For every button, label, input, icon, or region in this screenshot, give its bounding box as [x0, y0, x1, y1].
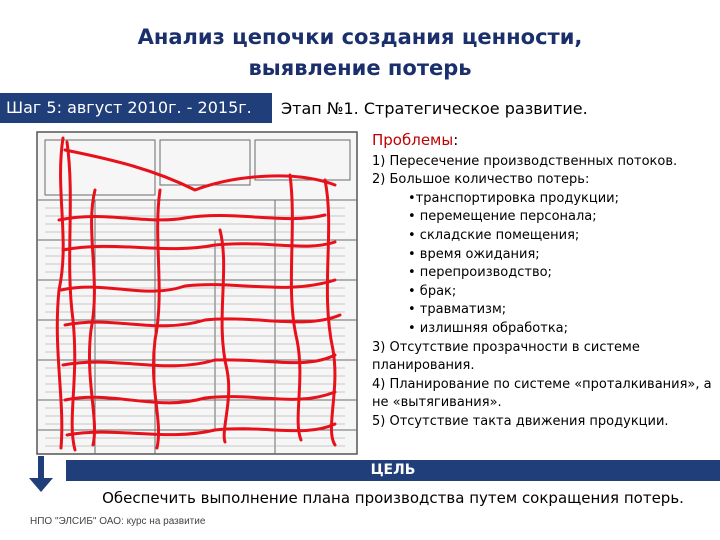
footer-caption: НПО "ЭЛСИБ" ОАО: курс на развитие — [30, 516, 206, 527]
stage-title: Этап №1. Стратегическое развитие. — [281, 99, 588, 118]
loss-item: • излишняя обработка; — [408, 320, 569, 336]
step-badge: Шаг 5: август 2010г. - 2015г. — [0, 93, 272, 123]
title-line-2: выявление потерь — [248, 56, 472, 80]
page-title — [0, 22, 720, 84]
loss-item: • перемещение персонала; — [408, 209, 597, 225]
problem-item: 2) Большое количество потерь: — [372, 172, 590, 188]
problem-item: 3) Отсутствие прозрачности в системе планирования. — [372, 339, 640, 374]
loss-item: • время ожидания; — [408, 246, 540, 262]
loss-item: •транспортировка продукции; — [408, 190, 620, 206]
problems-heading — [372, 131, 712, 150]
loss-item: • брак; — [408, 283, 457, 299]
problems-heading-colon: : — [453, 131, 459, 149]
goal-label: ЦЕЛЬ — [66, 460, 720, 481]
factory-floor-plan — [35, 130, 360, 457]
down-arrow-icon — [26, 456, 56, 499]
goal-text: Обеспечить выполнение плана производства путем сокращения потерь. — [102, 489, 684, 507]
problem-item: 1) Пересечение производственных потоков. — [372, 153, 678, 169]
title-line-1: Анализ цепочки создания ценности, — [137, 25, 583, 49]
problems-heading-text: Проблемы — [372, 131, 454, 149]
loss-item: • травматизм; — [408, 302, 507, 318]
floor-plan-drawing — [35, 130, 360, 457]
problem-item: 4) Планирование по системе «проталкивания», а не «вытягивания». — [372, 376, 712, 411]
loss-item: • перепроизводство; — [408, 265, 552, 281]
problem-item: 5) Отсутствие такта движения продукции. — [372, 413, 669, 429]
problems-panel — [372, 131, 712, 432]
loss-item: • складские помещения; — [408, 227, 580, 243]
